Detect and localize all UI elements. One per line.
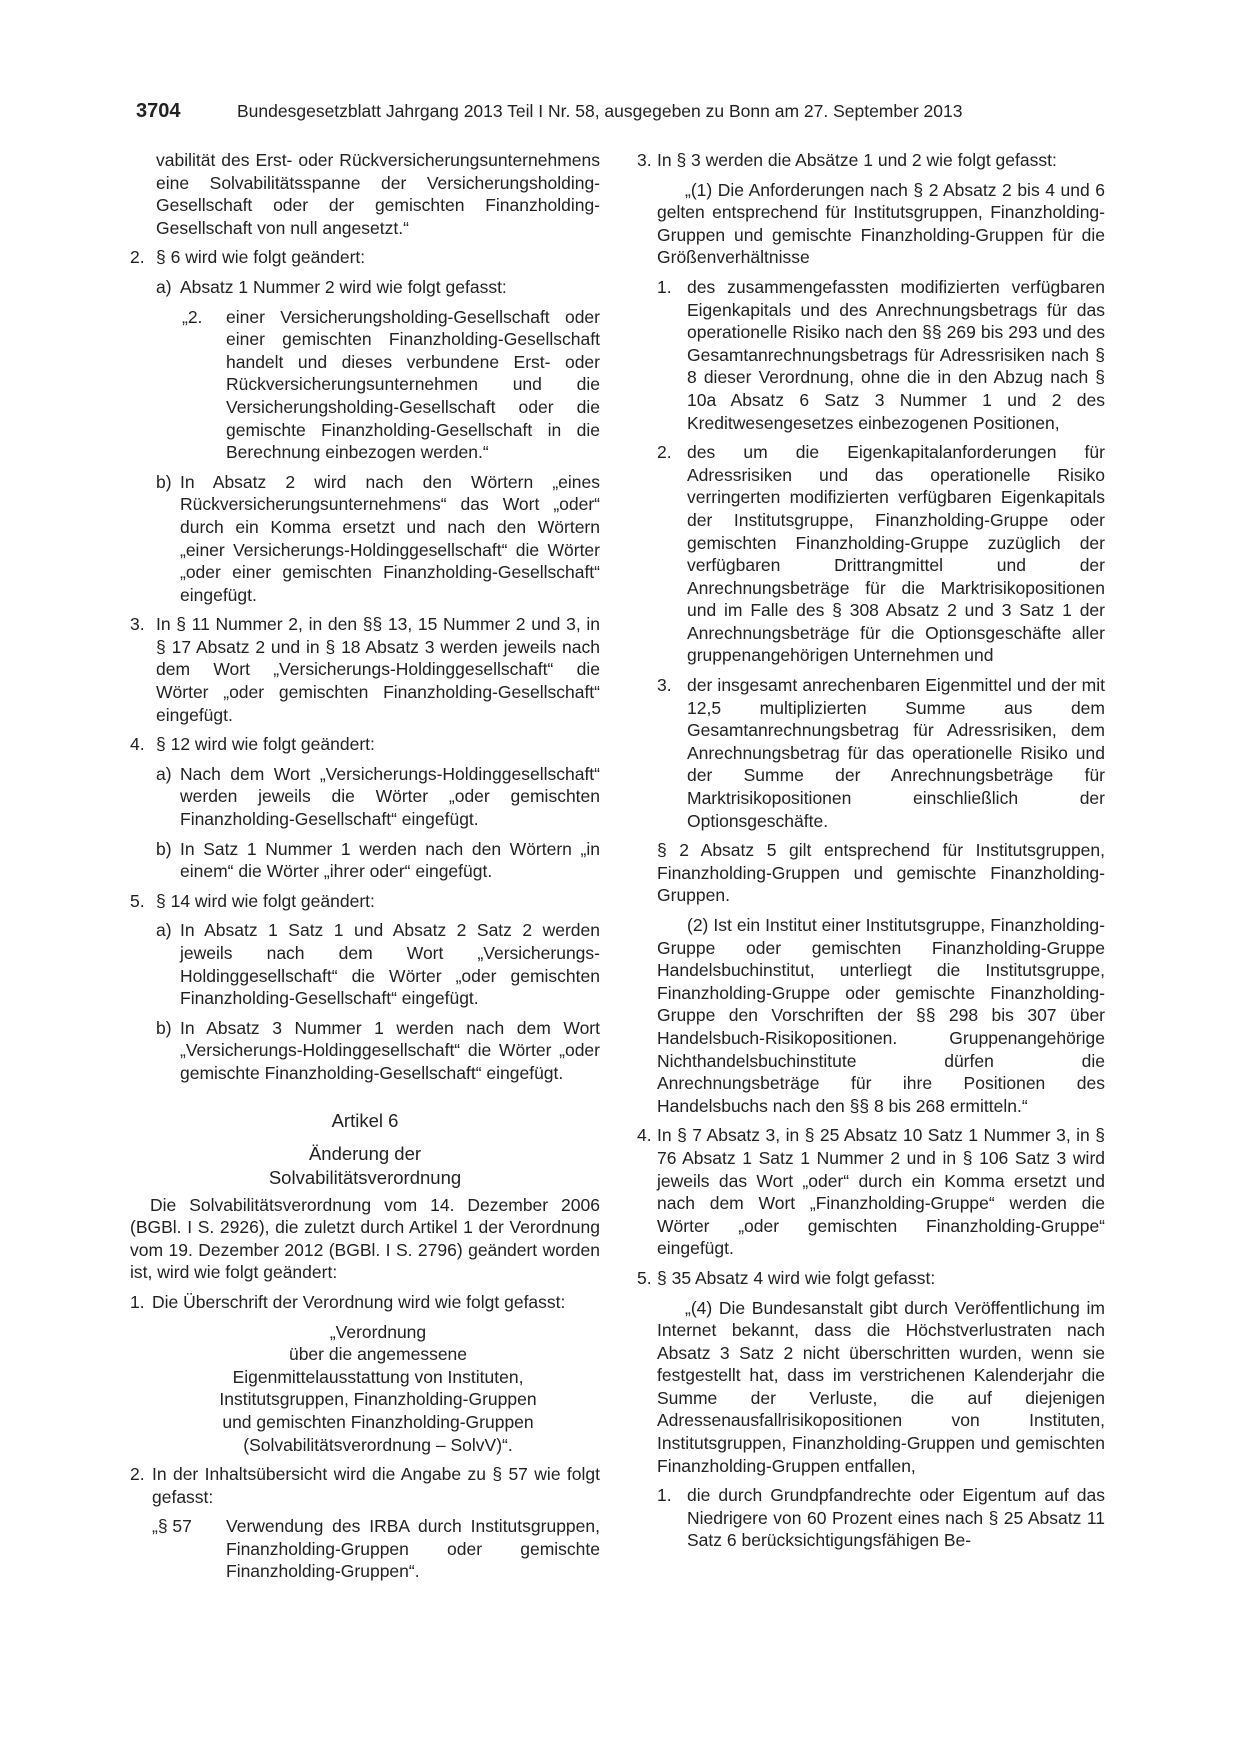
regulation-title-quote: „Verordnung über die angemessene Eigenmittelausstattung von Instituten, Institutsgruppen, Finanzholding-Gruppen und gemischten Finanzholding-Gruppen (Solvabilitätsverordnung – SolvV)“. (219, 1321, 537, 1455)
list-item-r3-1: 1. des zusammengefassten modifizierten verfügbaren Eigenkapitals und des Anrechnungsbetrags für das operationelle Risiko nach den §§ 269 bis 293 und des Gesamtanrechnungsbetrags für Adressrisiken nach § 8 dieser Verordnung, ohne die in den Abzug nach § 10a Absatz 6 Satz 3 Nummer 1 und 2 des Kreditwesengesetzes einbezogenen Positionen, (657, 276, 1105, 433)
list-item-5b: b) In Absatz 3 Nummer 1 werden nach dem Wort „Versicherungs-Holdinggesellschaft“ die Wörter „oder gemischte Finanzholding-Gesellschaft“ eingefügt. (156, 1017, 600, 1083)
gazette-title: Bundesgesetzblatt Jahrgang 2013 Teil I Nr. 58, ausgegeben zu Bonn am 27. September 2013 (237, 101, 963, 121)
paragraph-1: „(1) Die Anforderungen nach § 2 Absatz 2 bis 4 und 6 gelten entsprechend für Institutsgruppen, Finanzholding-Gruppen und gemischte Finanzholding-Gruppen für die Größenverhältnisse (657, 179, 1105, 268)
quoted-item-2a: „2. einer Versicherungsholding-Gesellschaft oder einer gemischten Finanzholding-Gesellschaft handelt und dieses verbundene Erst- oder Rückversicherungsunternehmen und die Versicherungsholding-Gesellschaft oder die gemischte Finanzholding-Gesellschaft in die Berechnung einbezogen werden.“ (182, 306, 600, 463)
article-item-2-quote: „§ 57 Verwendung des IRBA durch Institutsgruppen, Finanzholding-Gruppen oder gemischte Finanzholding-Gruppen“. (152, 1516, 600, 1582)
list-item-2a: a) Absatz 1 Nummer 2 wird wie folgt gefasst: (156, 276, 507, 297)
article-intro: Die Solvabilitätsverordnung vom 14. Dezember 2006 (BGBl. I S. 2926), die zuletzt durch Artikel 1 der Verordnung vom 19. Dezember 2012 (BGBl. I S. 2796) geändert worden ist, wird wie folgt geändert: (130, 1194, 600, 1283)
list-item-r3-3: 3. der insgesamt anrechenbaren Eigenmittel und der mit 12,5 multiplizierten Summe aus dem Gesamtanrechnungsbetrag für Adressrisiken, dem Anrechnungsbetrag für das operationelle Risiko und der Summe der Anrechnungsbeträge für Marktrisikopositionen einschließlich der Optionsgeschäfte. (657, 675, 1105, 831)
list-item-5: 5. § 14 wird wie folgt geändert: (130, 890, 375, 911)
list-item-r4: 4. In § 7 Absatz 3, in § 25 Absatz 10 Satz 1 Nummer 3, in § 76 Absatz 1 Satz 1 Nummer 2 und in § 106 Satz 3 wird jeweils das Wort „oder“ durch ein Komma ersetzt und nach dem Wort „Finanzholding-Gruppe“ werden die Wörter „oder gemischten Finanzholding-Gruppe“ eingefügt. (637, 1125, 1105, 1259)
article-heading: Änderung der Solvabilitätsverordnung (268, 1142, 462, 1188)
list-item-r3-2: 2. des um die Eigenkapitalanforderungen für Adressrisiken und das operationelle Risiko verringerten modifizierten verfügbaren Eigenkapitals der Institutsgruppe, Finanzholding-Gruppe oder gemischten Finanzholding-Gruppe zuzüglich der verfügbaren Drittrangmittel und der Anrechnungsbeträge für die Marktrisikopositionen und im Falle des § 308 Absatz 2 und 3 Satz 1 der Anrechnungsbeträge für die Optionsgeschäfte aller gruppenangehörigen Unternehmen und (657, 442, 1105, 666)
list-item-4: 4. § 12 wird wie folgt geändert: (130, 734, 375, 755)
list-item-2: 2. § 6 wird wie folgt geändert: (130, 247, 366, 268)
page-header (136, 100, 1106, 130)
list-item-r3: 3. In § 3 werden die Absätze 1 und 2 wie folgt gefasst: (637, 150, 1057, 170)
page-number: 3704 (136, 100, 181, 122)
list-item-4b: b) In Satz 1 Nummer 1 werden nach den Wörtern „in einem“ die Wörter „ihrer oder“ eingefügt. (156, 838, 600, 882)
paragraph-2: (2) Ist ein Institut einer Institutsgruppe, Finanzholding-Gruppe oder gemischten Finanzholding-Gruppe Handelsbuchinstitut, unterliegt die Institutsgruppe, Finanzholding-Gruppe oder gemischte Finanzholding-Gruppe den Vorschriften der §§ 298 bis 307 über Handelsbuch-Risikopositionen. Gruppenangehörige Nichthandelsbuchinstitute dürfen die Anrechnungsbeträge für ihre Positionen des Handelsbuchs nach den §§ 8 bis 268 ermitteln.“ (657, 915, 1105, 1116)
list-item-r5: 5. § 35 Absatz 4 wird wie folgt gefasst: (637, 1267, 936, 1288)
list-item-r5-1: 1. die durch Grundpfandrechte oder Eigentum auf das Niedrigere von 60 Prozent eines nach § 25 Absatz 11 Satz 6 berücksichtigungsfähigen Be- (657, 1485, 1105, 1551)
list-item-3: 3. In § 11 Nummer 2, in den §§ 13, 15 Nummer 2 und 3, in § 17 Absatz 2 und in § 18 Absatz 3 werden jeweils nach dem Wort „Versicherungs-Holdinggesellschaft“ die Wörter „oder gemischten Finanzholding-Gesellschaft“ eingefügt. (130, 614, 600, 725)
left-column (130, 149, 600, 1590)
list-item-4a: a) Nach dem Wort „Versicherungs-Holdinggesellschaft“ werden jeweils die Wörter „oder gemischten Finanzholding-Gesellschaft“ eingefügt. (156, 763, 600, 830)
list-item-2b: b) In Absatz 2 wird nach den Wörtern „eines Rückversicherungsunternehmens“ das Wort „oder“ durch ein Komma ersetzt und nach den Wörtern „einer Versicherungs-Holdinggesellschaft“ die Wörter „oder einer gemischten Finanzholding-Gesellschaft“ eingefügt. (156, 471, 600, 605)
right-column (637, 149, 1105, 1559)
article-item-2: 2. In der Inhaltsübersicht wird die Angabe zu § 57 wie folgt gefasst: (130, 1464, 600, 1507)
continued-paragraph: vabilität des Erst- oder Rückversicherungsunternehmens eine Solvabilitätsspanne der Versicherungsholding-Gesellschaft oder der gemischten Finanzholding-Gesellschaft von null angesetzt.“ (156, 150, 600, 238)
article-item-1: 1. Die Überschrift der Verordnung wird wie folgt gefasst: (130, 1291, 566, 1312)
paragraph-after-list: § 2 Absatz 5 gilt entsprechend für Institutsgruppen, Finanzholding-Gruppen und gemischte Finanzholding-Gruppen. (657, 840, 1105, 906)
list-item-5a: a) In Absatz 1 Satz 1 und Absatz 2 Satz 2 werden jeweils nach dem Wort „Versicherungs-Holdinggesellschaft“ die Wörter „oder gemischten Finanzholding-Gesellschaft“ eingefügt. (156, 920, 600, 1009)
paragraph-4: „(4) Die Bundesanstalt gibt durch Veröffentlichung im Internet bekannt, dass die Höchstverlustraten nach Absatz 3 Satz 2 nicht überschritten wurden, wenn sie festgestellt hat, dass im verstrichenen Kalenderjahr die Summe der Verluste, die auf diejenigen Adressenausfallrisikopositionen von Instituten, Institutsgruppen, Finanzholding-Gruppen und gemischten Finanzholding-Gruppen entfallen, (657, 1297, 1105, 1476)
article-number: Artikel 6 (331, 1109, 399, 1131)
